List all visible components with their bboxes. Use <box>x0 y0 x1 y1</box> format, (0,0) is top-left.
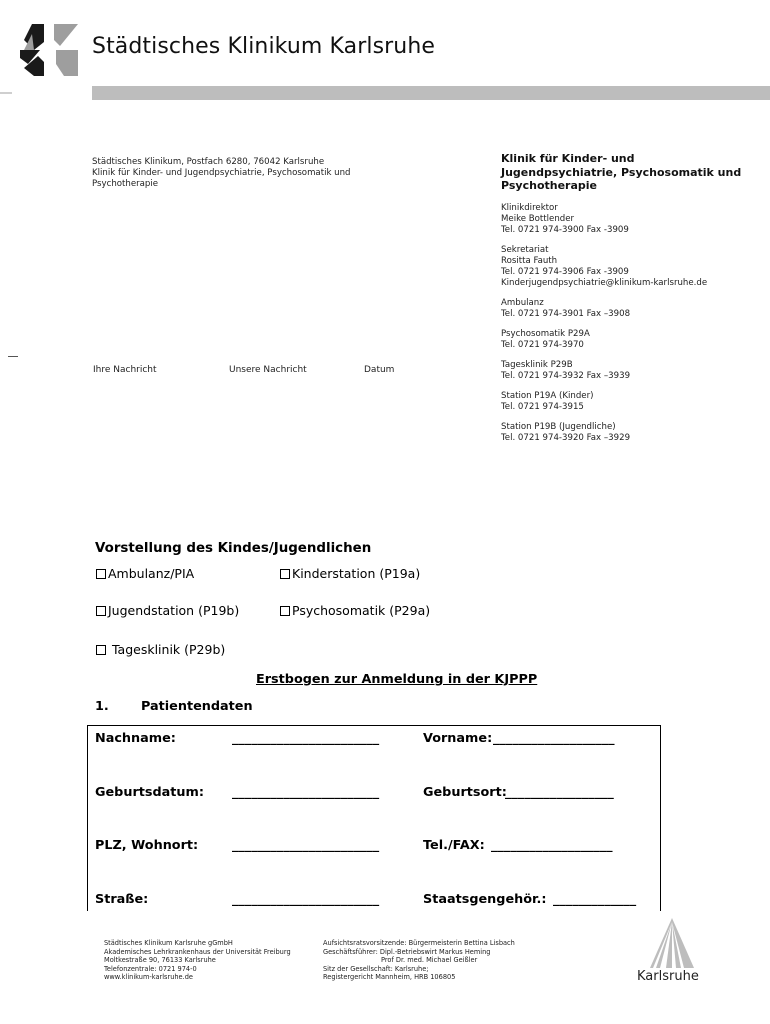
label-vorname: Vorname: <box>423 731 493 746</box>
contact-secretary <box>501 245 763 289</box>
footer-line: Aufsichtsratsvorsitzende: Bürgermeisterin Bettina Lisbach <box>323 939 515 947</box>
footer-line: Städtisches Klinikum Karlsruhe gGmbH <box>104 939 233 947</box>
department-line: Jugendpsychiatrie, Psychosomatik und <box>501 165 742 179</box>
sender-line: Städtisches Klinikum, Postfach 6280, 76042 Karlsruhe <box>92 157 325 167</box>
checkbox-box-icon[interactable] <box>96 569 106 579</box>
contact-line: Sekretariat <box>501 244 549 255</box>
label-tel-fax: Tel./FAX: <box>423 838 485 853</box>
field-tel-fax[interactable]: ___________________ <box>491 838 613 853</box>
contact-line: Tel. 0721 974-3915 <box>501 401 584 412</box>
contact-line: Tel. 0721 974-3906 Fax -3909 <box>501 266 629 277</box>
label-geburtsort: Geburtsort: <box>423 785 507 800</box>
ref-unsere-nachricht: Unsere Nachricht <box>229 365 307 375</box>
checkbox-label: Ambulanz/PIA <box>108 566 195 581</box>
checkbox-box-icon[interactable] <box>96 645 106 655</box>
edge-mark <box>0 92 12 94</box>
footer-line: Telefonzentrale: 0721 974-0 <box>104 964 197 973</box>
label-plz-wohnort: PLZ, Wohnort: <box>95 838 199 853</box>
checkbox-jugendstation[interactable] <box>96 603 239 618</box>
section-number: 1. <box>95 699 109 714</box>
department-line: Psychotherapie <box>501 179 597 192</box>
department-name <box>501 152 763 193</box>
contact-line: Psychosomatik P29A <box>501 328 590 339</box>
contact-director <box>501 203 763 236</box>
city-name: Karlsruhe <box>637 969 699 984</box>
contact-line: Tel. 0721 974-3901 Fax –3908 <box>501 308 631 319</box>
patient-data-frame <box>87 725 661 911</box>
field-vorname[interactable]: ___________________ <box>493 731 615 746</box>
footer-line: Registergericht Mannheim, HRB 106805 <box>323 973 456 981</box>
field-staatsangehoerigkeit[interactable]: _____________ <box>553 892 637 907</box>
contact-line: Tel. 0721 974-3900 Fax -3909 <box>501 224 629 235</box>
contact-tagesklinik <box>501 360 763 382</box>
footer-line: Geschäftsführer: Dipl.-Betriebswirt Markus Heming <box>323 947 491 956</box>
contact-station-p19b <box>501 422 763 444</box>
checkbox-kinderstation[interactable] <box>280 566 420 581</box>
contact-psychosomatik <box>501 329 763 351</box>
karlsruhe-city-logo-icon <box>632 918 694 970</box>
header-bar <box>92 86 770 100</box>
contact-line: Meike Bottlender <box>501 213 575 224</box>
footer-website-link[interactable]: www.klinikum-karlsruhe.de <box>104 973 193 981</box>
contact-line: Station P19B (Jugendliche) <box>501 421 616 432</box>
presentation-heading: Vorstellung des Kindes/Jugendlichen <box>95 541 372 556</box>
checkbox-box-icon[interactable] <box>280 569 290 579</box>
ref-datum: Datum <box>364 365 395 375</box>
contact-line: Rositta Fauth <box>501 255 558 266</box>
contact-line: Tel. 0721 974-3932 Fax –3939 <box>501 370 631 381</box>
contact-line: Tagesklinik P29B <box>501 359 573 370</box>
contact-line: Tel. 0721 974-3920 Fax –3929 <box>501 432 631 443</box>
field-geburtsdatum[interactable]: _______________________ <box>232 785 380 800</box>
sender-line: Psychotherapie <box>92 179 159 189</box>
sender-line: Klinik für Kinder- und Jugendpsychiatrie, Psychosomatik und <box>92 168 351 178</box>
checkbox-tagesklinik[interactable] <box>96 642 225 657</box>
ref-ihre-nachricht: Ihre Nachricht <box>93 365 157 375</box>
contact-line: Station P19A (Kinder) <box>501 390 594 401</box>
section-title: Patientendaten <box>141 699 253 714</box>
page-title: Städtisches Klinikum Karlsruhe <box>92 34 436 59</box>
contact-column <box>501 152 763 453</box>
field-geburtsort[interactable]: _________________ <box>505 785 614 800</box>
checkbox-label: Tagesklinik (P29b) <box>108 642 226 657</box>
footer-line: Moltkestraße 90, 76133 Karlsruhe <box>104 956 216 964</box>
checkbox-label: Jugendstation (P19b) <box>108 603 240 618</box>
checkbox-box-icon[interactable] <box>96 606 106 616</box>
label-geburtsdatum: Geburtsdatum: <box>95 785 204 800</box>
label-staatsangehoerigkeit: Staatsgengehör.: <box>423 892 547 907</box>
form-title: Erstbogen zur Anmeldung in der KJPPP <box>256 672 538 687</box>
contact-line: Ambulanz <box>501 297 544 308</box>
footer-board-info <box>323 939 515 982</box>
contact-line: Tel. 0721 974-3970 <box>501 339 584 350</box>
footer-line: Prof Dr. med. Michael Geißler <box>381 956 478 964</box>
label-nachname: Nachname: <box>95 731 176 746</box>
checkbox-psychosomatik[interactable] <box>280 603 430 618</box>
contact-line: Klinikdirektor <box>501 202 558 213</box>
hospital-logo-icon <box>20 24 78 76</box>
sender-address <box>92 157 392 190</box>
contact-email[interactable]: Kinderjugendpsychiatrie@klinikum-karlsruhe.de <box>501 277 708 288</box>
label-strasse: Straße: <box>95 892 149 907</box>
checkbox-box-icon[interactable] <box>280 606 290 616</box>
contact-station-p19a <box>501 391 763 413</box>
field-strasse[interactable]: _______________________ <box>232 892 380 907</box>
contact-ambulanz <box>501 298 763 320</box>
footer-line: Akademisches Lehrkrankenhaus der Universität Freiburg <box>104 947 291 956</box>
footer-line: Sitz der Gesellschaft: Karlsruhe; <box>323 964 429 973</box>
field-plz-wohnort[interactable]: _______________________ <box>232 838 380 853</box>
fold-mark <box>8 356 18 357</box>
field-nachname[interactable]: _______________________ <box>232 731 380 746</box>
checkbox-ambulanz[interactable] <box>96 566 194 581</box>
department-line: Klinik für Kinder- und <box>501 152 635 165</box>
checkbox-label: Kinderstation (P19a) <box>292 566 421 581</box>
footer-company-info <box>104 939 291 982</box>
checkbox-label: Psychosomatik (P29a) <box>292 603 431 618</box>
